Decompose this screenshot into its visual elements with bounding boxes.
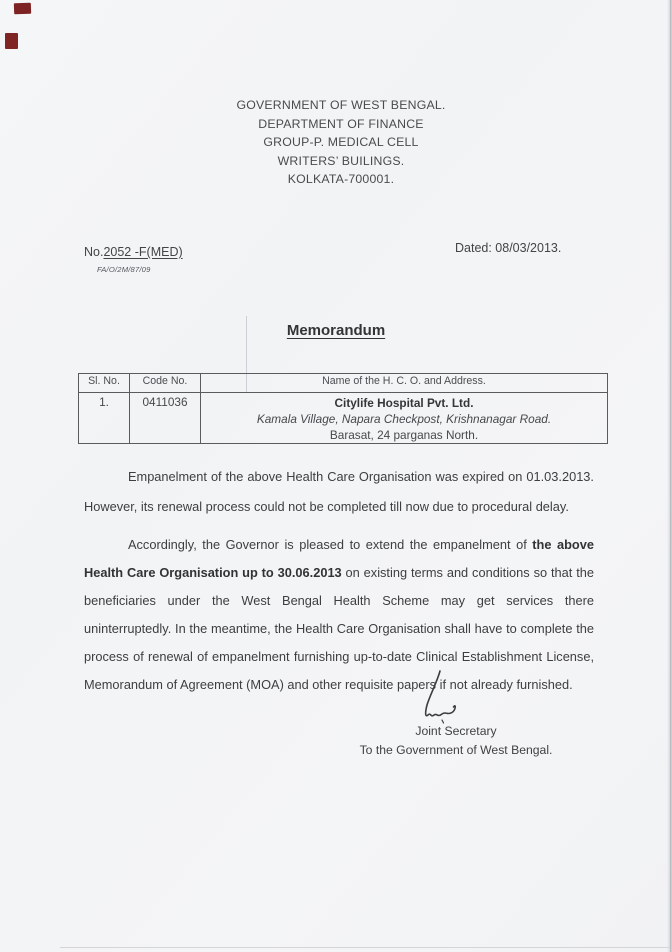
header-name-address: Name of the H. C. O. and Address. [201,374,608,393]
hco-table [78,373,608,444]
file-number: FA/O/2M/87/09 [97,265,151,274]
red-stamp-mark-top [14,3,31,15]
handwritten-signature [398,668,478,726]
paragraph2-bold-extension: the above Health Care Organisation up to 30.06.2013 [84,537,594,580]
memo-title: Memorandum [286,322,386,339]
reference-prefix: No. [84,245,104,259]
scan-edge-bottom [60,947,670,948]
scan-edge-right-line [670,0,671,952]
hospital-name: Citylife Hospital Pvt. Ltd. [334,396,474,410]
red-stamp-mark-left [5,33,18,49]
paragraph2-text-start: Accordingly, the Governor is pleased to extend the empanelment of [128,537,533,552]
signature-block [336,722,576,760]
letterhead-line-city: KOLKATA-700001. [287,172,395,187]
letterhead [176,96,506,189]
body-paragraph-2 [84,531,594,699]
cell-sl-no: 1. [79,393,130,444]
reference-number-value: 2052 -F(MED) [103,245,183,259]
paragraph2-text-end: on existing terms and conditions so that the beneficiaries under the West Bengal Health Scheme may get services there uninterruptedly. In the meantime, the Health Care Organisation shall have to complete the process of renewal of empanelment furnishing up-to-date Clinical Establishment License, Memorandum of Agreement (MOA) and other requisite papers if not already furnished. [84,565,594,692]
cell-code-no: 0411036 [130,393,201,444]
letterhead-line-building: WRITERS’ BUILINGS. [277,153,405,168]
signatory-designation: Joint Secretary [415,724,497,738]
letterhead-line-department: DEPARTMENT OF FINANCE [258,116,424,131]
letterhead-line-group: GROUP-P. MEDICAL CELL [263,135,419,150]
signatory-organisation: To the Government of West Bengal. [359,743,553,757]
hospital-address-line1: Kamala Village, Napara Checkpost, Krishnanagar Road. [256,412,552,426]
header-sl-no: Sl. No. [79,374,130,393]
cell-name-address [201,393,608,444]
date-line: Dated: 08/03/2013. [455,241,562,255]
hco-table-header-row [79,374,608,393]
letterhead-line-government: GOVERNMENT OF WEST BENGAL. [236,98,446,112]
hospital-address-line2: Barasat, 24 parganas North. [329,428,479,442]
hco-table-data-row [79,393,608,444]
header-code-no: Code No. [130,374,201,393]
reference-number [84,245,183,259]
body-paragraph-1: Empanelment of the above Health Care Organisation was expired on 01.03.2013. However, its renewal process could not be completed till now due to procedural delay. [84,469,594,514]
